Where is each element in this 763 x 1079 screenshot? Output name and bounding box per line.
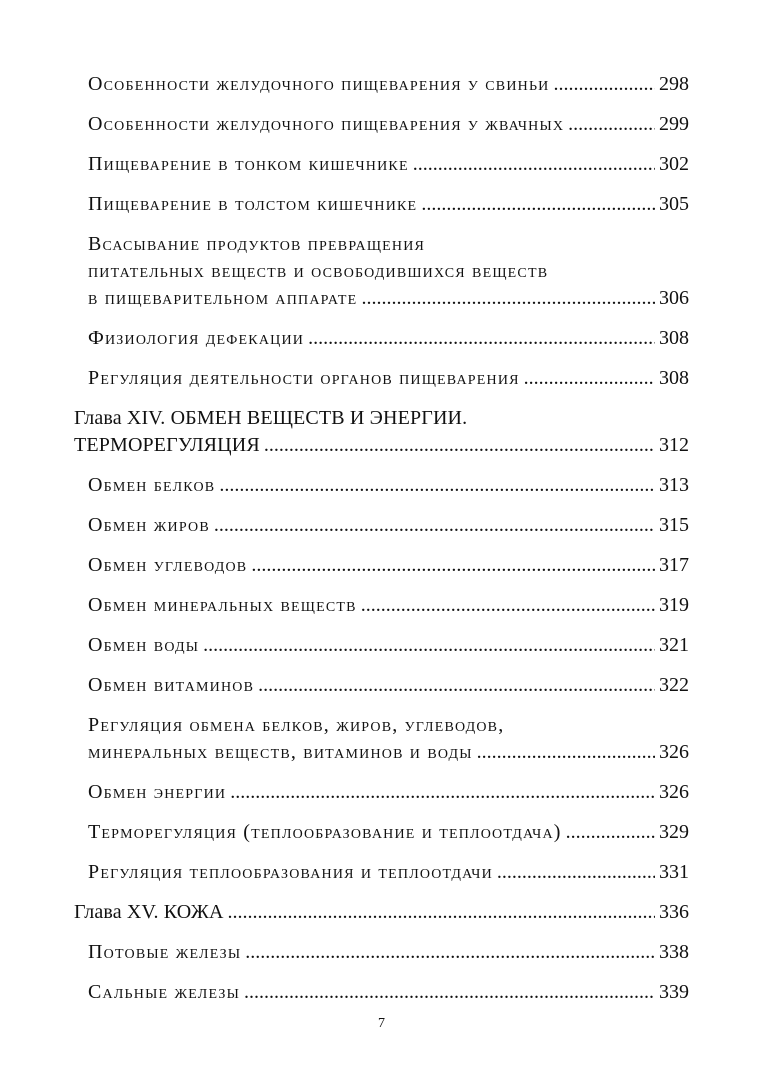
toc-entry (74, 552, 689, 579)
toc-entry-page: 331 (659, 861, 689, 883)
dot-leader (203, 632, 655, 659)
toc-entry-line (74, 191, 689, 218)
toc-entry-line (74, 939, 689, 966)
dot-leader (361, 592, 655, 619)
chapter-title: Глава XIV. ОБМЕН ВЕЩЕСТВ И ЭНЕРГИИ. (74, 407, 468, 429)
toc-entry-line (74, 258, 689, 285)
toc-entry-title: питательных веществ и освободившихся веществ (88, 260, 549, 282)
dot-leader (219, 472, 655, 499)
toc-entry-line (74, 672, 689, 699)
dot-leader (228, 899, 655, 926)
toc-entry-line (74, 819, 689, 846)
toc-entry (74, 859, 689, 886)
toc-entry-title: Всасывание продуктов превращения (88, 233, 426, 255)
toc-entry-line (74, 979, 689, 1006)
dot-leader (413, 151, 655, 178)
toc-entry (74, 111, 689, 138)
dot-leader (230, 779, 655, 806)
toc-entry-title: Регуляция теплообразования и теплоотдачи (88, 861, 493, 883)
dot-leader (258, 672, 655, 699)
toc-entry-title: Сальные железы (88, 981, 241, 1003)
dot-leader (554, 71, 656, 98)
toc-entry-line (74, 739, 689, 766)
toc-entry (74, 231, 689, 312)
toc-entry-page: 302 (659, 153, 689, 175)
page-number: 7 (378, 1016, 385, 1031)
toc-entry-line (74, 472, 689, 499)
toc-entry-line (74, 405, 689, 432)
toc-entry-line (74, 632, 689, 659)
toc-entry-page: 322 (659, 674, 689, 696)
toc-entry-line (74, 779, 689, 806)
toc-entry (74, 712, 689, 766)
toc-entry-page: 338 (659, 941, 689, 963)
toc-entry-page: 336 (659, 901, 689, 923)
toc-entry-title: в пищеварительном аппарате (88, 287, 358, 309)
toc-entry-title: Обмен углеводов (88, 554, 248, 576)
toc-entry-line (74, 71, 689, 98)
toc-entry-page: 339 (659, 981, 689, 1003)
toc-entry-title: Регуляция обмена белков, жиров, углеводов, (88, 714, 505, 736)
toc-entry (74, 151, 689, 178)
toc-entry-page: 306 (659, 287, 689, 309)
toc-entry-title: Обмен энергии (88, 781, 227, 803)
chapter-title: ТЕРМОРЕГУЛЯЦИЯ (74, 434, 260, 456)
toc-entry-page: 298 (659, 73, 689, 95)
toc-entry-page: 329 (659, 821, 689, 843)
dot-leader (251, 552, 655, 579)
toc-entry-line (74, 285, 689, 312)
toc-entry-title: Пищеварение в толстом кишечнике (88, 193, 418, 215)
toc-chapter-entry (74, 405, 689, 459)
dot-leader (361, 285, 655, 312)
toc-entry (74, 819, 689, 846)
toc-entry-page: 312 (659, 434, 689, 456)
toc-entry-line (74, 712, 689, 739)
toc-entry-page: 317 (659, 554, 689, 576)
toc-entry (74, 592, 689, 619)
toc-entry (74, 71, 689, 98)
toc-entry-page: 321 (659, 634, 689, 656)
toc-entry (74, 672, 689, 699)
chapter-title: Глава XV. КОЖА (74, 901, 224, 923)
toc-entry-line (74, 899, 689, 926)
toc-entry-title: Регуляция деятельности органов пищеварения (88, 367, 520, 389)
toc-entry-page: 326 (659, 781, 689, 803)
dot-leader (421, 191, 655, 218)
dot-leader (264, 432, 655, 459)
dot-leader (566, 819, 655, 846)
dot-leader (308, 325, 655, 352)
toc-entry-line (74, 151, 689, 178)
toc-entry (74, 472, 689, 499)
dot-leader (477, 739, 655, 766)
toc-entry-line (74, 432, 689, 459)
toc-entry-page: 299 (659, 113, 689, 135)
toc-entry-page: 308 (659, 367, 689, 389)
toc-entry (74, 979, 689, 1006)
toc-entry (74, 512, 689, 539)
toc-entry-line (74, 859, 689, 886)
toc-entry-page: 315 (659, 514, 689, 536)
toc-entry (74, 325, 689, 352)
toc-entry (74, 632, 689, 659)
toc-entry-title: Терморегуляция (теплообразование и теплоотдача) (88, 821, 562, 843)
toc-entry-line (74, 552, 689, 579)
toc-entry-title: Физиология дефекации (88, 327, 305, 349)
dot-leader (214, 512, 655, 539)
dot-leader (497, 859, 655, 886)
dot-leader (244, 979, 655, 1006)
toc-entry-title: Пищеварение в тонком кишечнике (88, 153, 409, 175)
toc-entry-page: 326 (659, 741, 689, 763)
toc-entry-line (74, 512, 689, 539)
toc-entry-title: Обмен белков (88, 474, 216, 496)
toc-entry-page: 313 (659, 474, 689, 496)
toc-entry-page: 308 (659, 327, 689, 349)
toc-entry (74, 939, 689, 966)
toc-entry-title: Обмен витаминов (88, 674, 255, 696)
toc-entry-title: Обмен воды (88, 634, 200, 656)
toc-entry (74, 365, 689, 392)
dot-leader (568, 111, 655, 138)
toc-entry-page: 319 (659, 594, 689, 616)
toc-entry-line (74, 111, 689, 138)
toc-entry (74, 191, 689, 218)
toc-entry-title: Обмен жиров (88, 514, 210, 536)
toc-entry-line (74, 231, 689, 258)
toc-entry-page: 305 (659, 193, 689, 215)
toc-entry-title: Обмен минеральных веществ (88, 594, 357, 616)
toc-entry-title: Потовые железы (88, 941, 242, 963)
toc-entry-title: Особенности желудочного пищеварения у свиньи (88, 73, 550, 95)
toc-entry-title: Особенности желудочного пищеварения у жвачных (88, 113, 565, 135)
toc-chapter-entry (74, 899, 689, 926)
toc-entry-title: минеральных веществ, витаминов и воды (88, 741, 473, 763)
table-of-contents (74, 71, 689, 1019)
toc-entry-line (74, 592, 689, 619)
toc-entry (74, 779, 689, 806)
toc-entry-line (74, 365, 689, 392)
toc-entry-line (74, 325, 689, 352)
dot-leader (245, 939, 655, 966)
dot-leader (524, 365, 655, 392)
